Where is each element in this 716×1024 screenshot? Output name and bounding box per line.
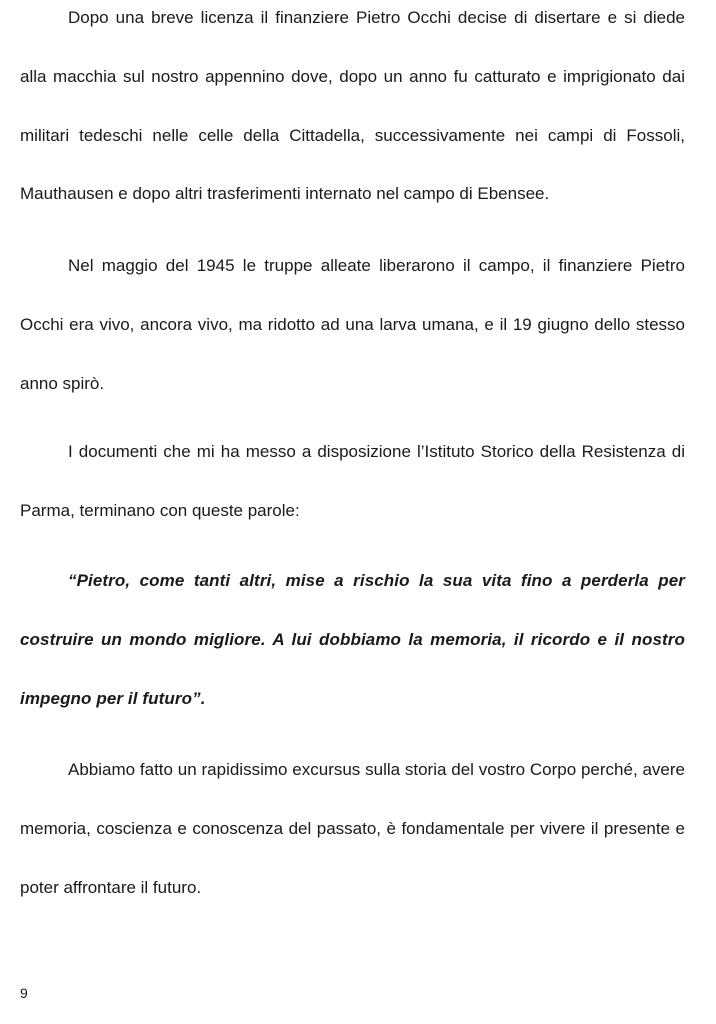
paragraph-desertion: Dopo una breve licenza il finanziere Pietro Occhi decise di disertare e si diede alla macchia sul nostro appennino dove, dopo un anno fu catturato e imprigionato dai militari tedeschi nelle celle della Cittadella, successivamente nei campi di Fossoli, Mauthausen e dopo altri trasferimenti internato nel campo di Ebensee. — [20, 8, 685, 204]
document-page — [20, 0, 685, 1024]
paragraph-conclusion: Abbiamo fatto un rapidissimo excursus sulla storia del vostro Corpo perché, avere memoria, coscienza e conoscenza del passato, è fondamentale per vivere il presente e poter affrontare il futuro. — [20, 760, 685, 897]
paragraph-documents: I documenti che mi ha messo a disposizione l’Istituto Storico della Resistenza di Parma, terminano con queste parole: — [20, 442, 685, 520]
page-number: 9 — [20, 985, 28, 1001]
quote-paragraph: “Pietro, come tanti altri, mise a rischio la sua vita fino a perderla per costruire un mondo migliore. A lui dobbiamo la memoria, il ricordo e il nostro impegno per il futuro”. — [20, 571, 685, 708]
paragraph-liberation: Nel maggio del 1945 le truppe alleate liberarono il campo, il finanziere Pietro Occhi era vivo, ancora vivo, ma ridotto ad una larva umana, e il 19 giugno dello stesso anno spirò. — [20, 256, 685, 393]
